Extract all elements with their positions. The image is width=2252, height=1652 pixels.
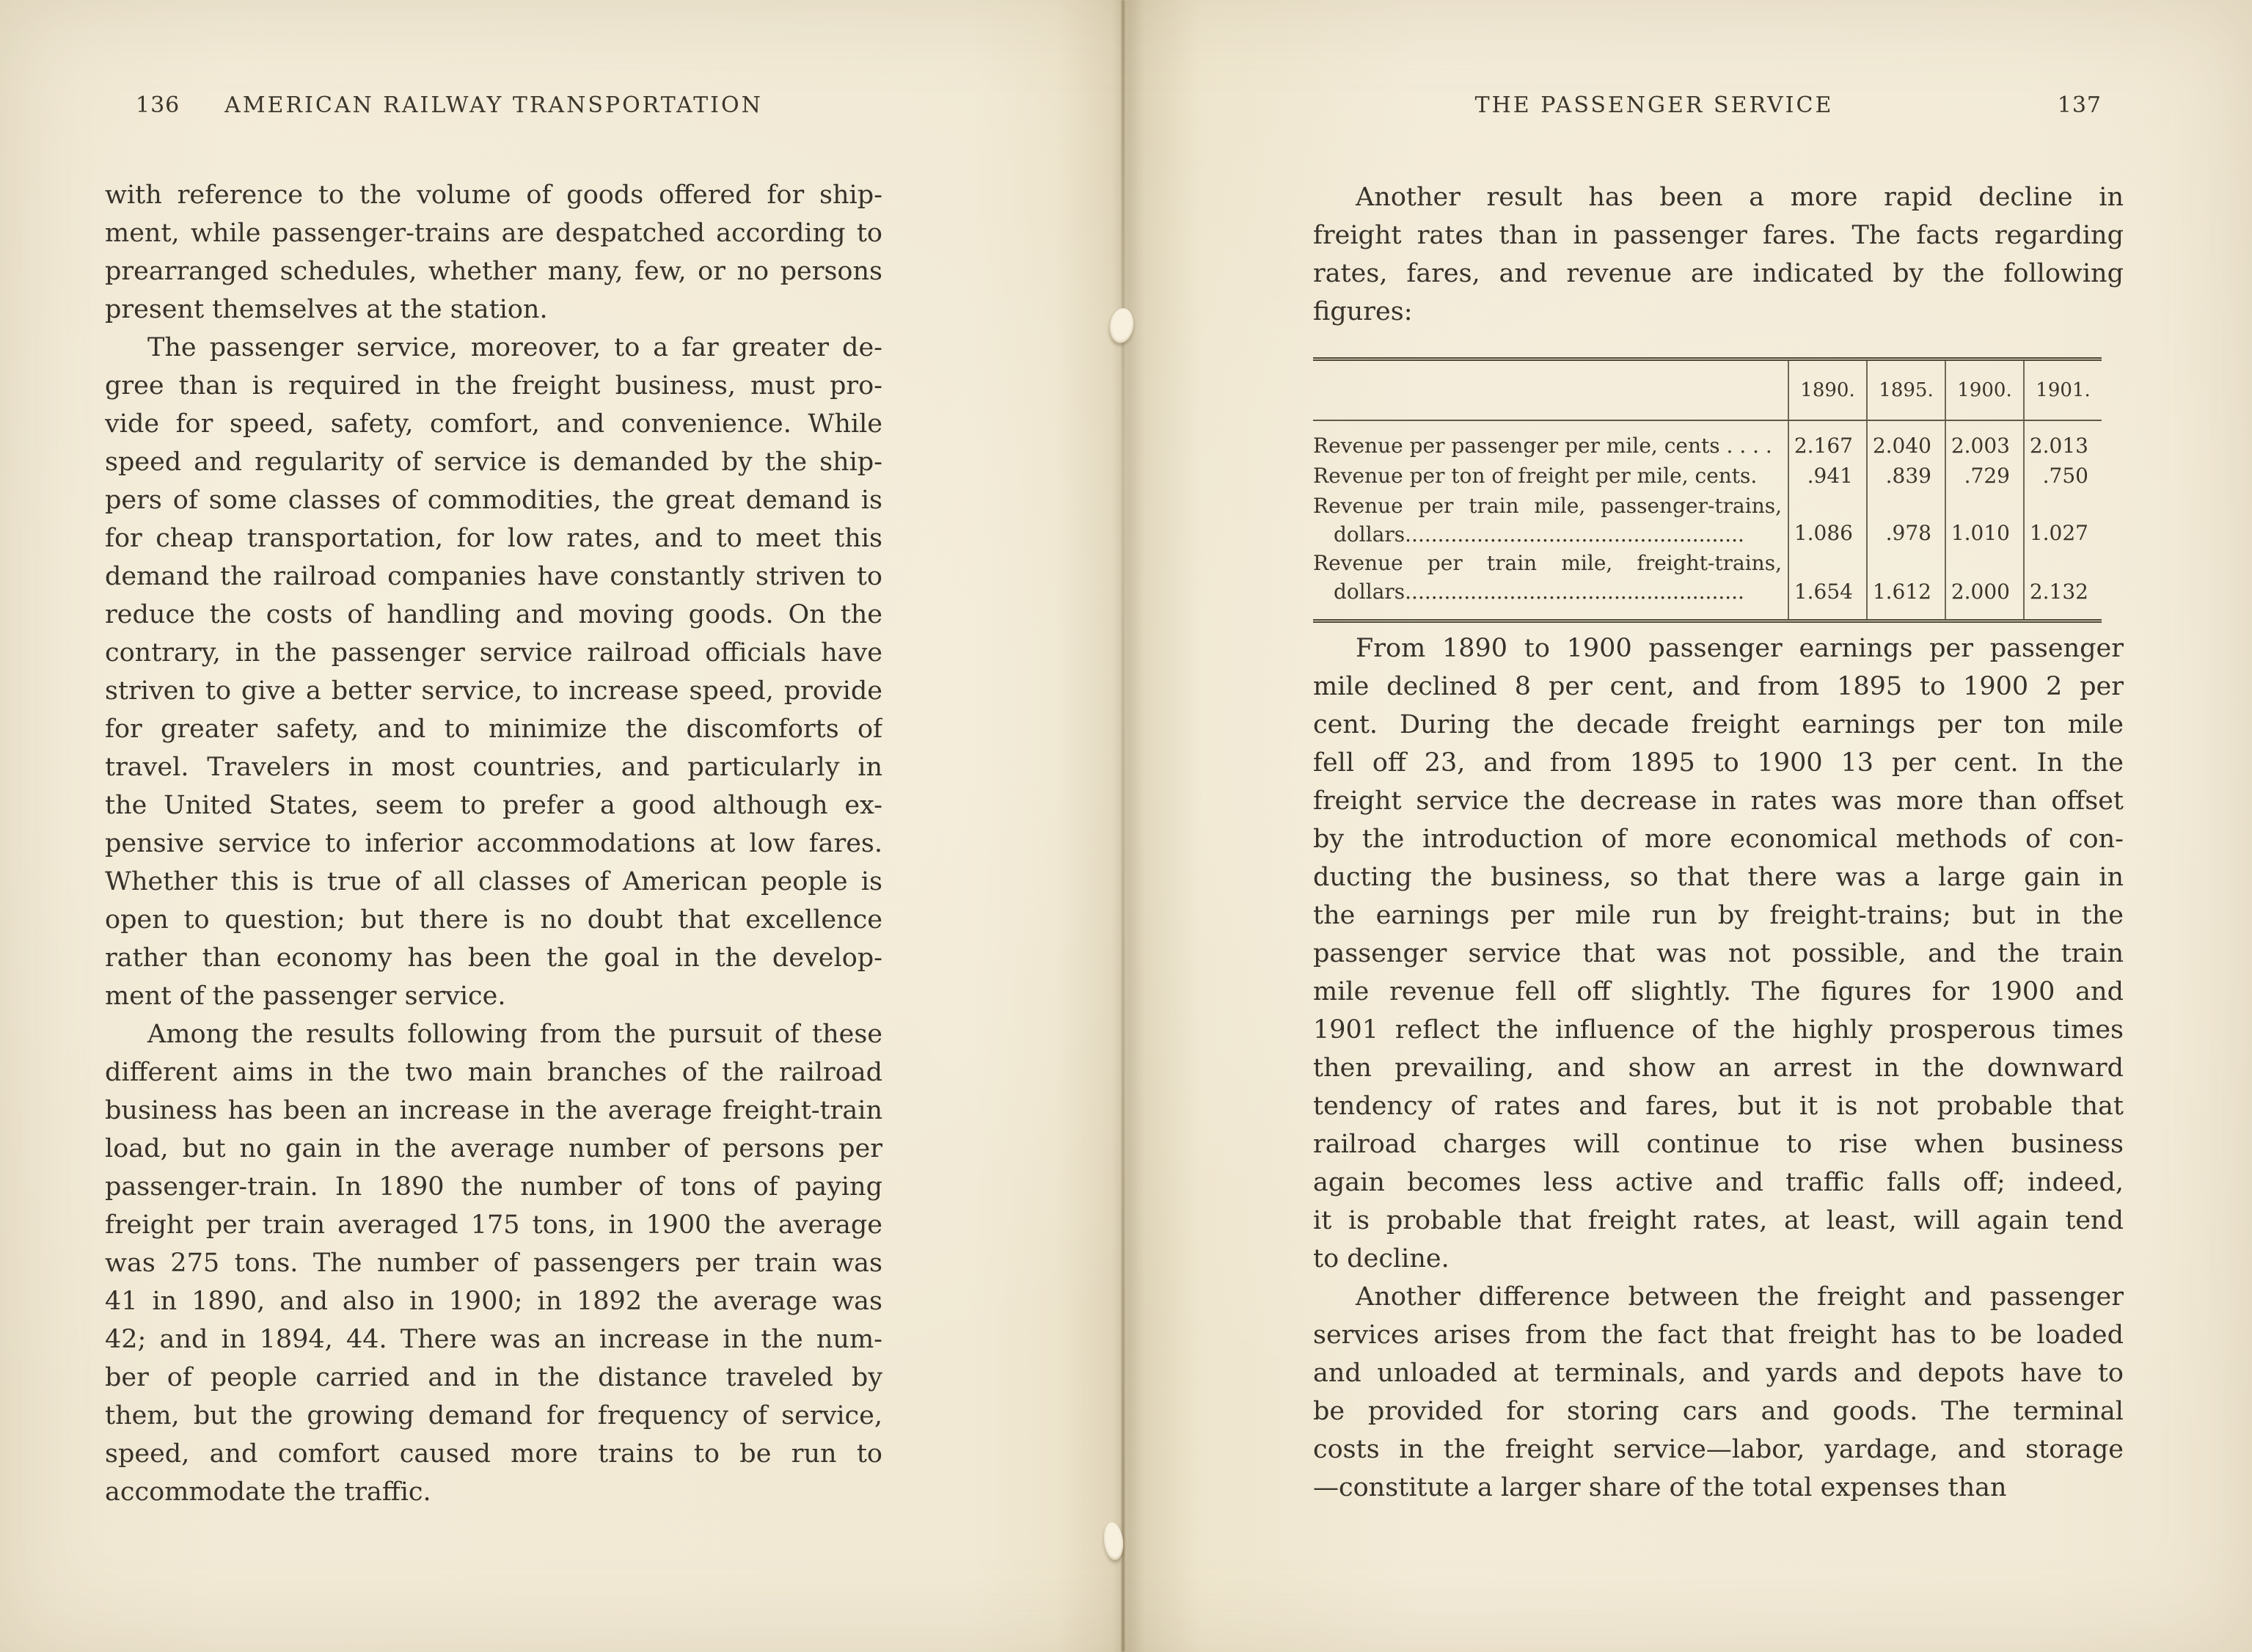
text-line: the earnings per mile run by freight-trains; but in the bbox=[1313, 901, 2124, 930]
text-line: 41 in 1890, and also in 1900; in 1892 the average was bbox=[105, 1287, 882, 1316]
text-line: business has been an increase in the average freight-train bbox=[105, 1096, 882, 1125]
cell-value: .978 bbox=[1866, 491, 1945, 549]
text-line: speed, and comfort caused more trains to be run to bbox=[105, 1439, 882, 1469]
book-gutter bbox=[1056, 0, 1203, 1652]
cell-value: .750 bbox=[2023, 461, 2102, 491]
cell-value: 2.167 bbox=[1788, 421, 1866, 461]
cell-value: 2.132 bbox=[2023, 549, 2102, 619]
right-text-column-top bbox=[1313, 178, 2124, 331]
text-line: be provided for storing cars and goods. The terminal bbox=[1313, 1397, 2124, 1426]
text-line: freight service the decrease in rates was more than offset bbox=[1313, 786, 2124, 816]
paragraph bbox=[1313, 178, 2124, 331]
text-line: then prevailing, and show an arrest in the downward bbox=[1313, 1053, 2124, 1083]
text-line: cent. During the decade freight earnings per ton mile bbox=[1313, 710, 2124, 739]
revenue-table bbox=[1313, 357, 2102, 623]
text-line: speed and regularity of service is demanded by the ship- bbox=[105, 447, 882, 477]
table-header-row bbox=[1313, 361, 2102, 421]
text-line: mile declined 8 per cent, and from 1895 to 1900 2 per bbox=[1313, 672, 2124, 701]
text-line: Another result has been a more rapid decline in bbox=[1356, 183, 2124, 212]
text-line: ment, while passenger-trains are despatched according to bbox=[105, 219, 882, 248]
text-line: rates, fares, and revenue are indicated by the following bbox=[1313, 259, 2124, 288]
text-line: dollars.................................................... bbox=[1313, 522, 1744, 547]
right-text-column-bottom bbox=[1313, 629, 2124, 1507]
left-page-header bbox=[105, 92, 882, 126]
text-line: striven to give a better service, to increase speed, provide bbox=[105, 676, 882, 706]
text-line: mile revenue fell off slightly. The figures for 1900 and bbox=[1313, 977, 2124, 1006]
text-line: figures: bbox=[1313, 297, 1413, 326]
cell-value: 2.040 bbox=[1866, 421, 1945, 461]
left-page-number: 136 bbox=[136, 92, 180, 118]
text-line: The passenger service, moreover, to a far greater de- bbox=[147, 333, 882, 362]
text-line: demand the railroad companies have constantly striven to bbox=[105, 562, 882, 591]
text-line: Whether this is true of all classes of American people is bbox=[105, 867, 882, 896]
text-line: passenger service that was not possible, and the train bbox=[1313, 939, 2124, 968]
table-row bbox=[1313, 549, 2102, 619]
text-line: Among the results following from the pursuit of these bbox=[147, 1020, 882, 1049]
cell-value: 2.003 bbox=[1945, 421, 2023, 461]
text-line: dollars.................................................... bbox=[1313, 580, 1744, 604]
right-page-header bbox=[1313, 92, 2124, 126]
text-line: passenger-train. In 1890 the number of tons of paying bbox=[105, 1172, 882, 1202]
paragraph bbox=[105, 1015, 882, 1511]
text-line: costs in the freight service—labor, yardage, and storage bbox=[1313, 1435, 2124, 1464]
cell-value: .839 bbox=[1866, 461, 1945, 491]
cell-value: .729 bbox=[1945, 461, 2023, 491]
text-line: From 1890 to 1900 passenger earnings per passenger bbox=[1356, 634, 2124, 663]
text-line: gree than is required in the freight business, must pro- bbox=[105, 371, 882, 401]
text-line: ber of people carried and in the distance traveled by bbox=[105, 1363, 882, 1392]
text-line: for greater safety, and to minimize the discomforts of bbox=[105, 714, 882, 744]
text-line: open to question; but there is no doubt that excellence bbox=[105, 905, 882, 935]
text-line: pers of some classes of commodities, the great demand is bbox=[105, 486, 882, 515]
text-line: rather than economy has been the goal in the develop- bbox=[105, 943, 882, 973]
text-line: load, but no gain in the average number of persons per bbox=[105, 1134, 882, 1163]
text-line: 42; and in 1894, 44. There was an increase in the num- bbox=[105, 1325, 882, 1354]
text-line: the United States, seem to prefer a good although ex- bbox=[105, 791, 882, 820]
paragraph bbox=[1313, 629, 2124, 1278]
row-label bbox=[1313, 421, 1788, 461]
cell-value: 2.000 bbox=[1945, 549, 2023, 619]
cell-value: 1.086 bbox=[1788, 491, 1866, 549]
text-line: —constitute a larger share of the total expenses than bbox=[1313, 1473, 2007, 1502]
text-line: them, but the growing demand for frequency of service, bbox=[105, 1401, 882, 1430]
left-text-column bbox=[105, 176, 882, 1511]
text-line: to decline. bbox=[1313, 1244, 1449, 1273]
text-line: Revenue per ton of freight per mile, cents. bbox=[1313, 464, 1758, 488]
cell-value: 1.027 bbox=[2023, 491, 2102, 549]
text-line: freight rates than in passenger fares. The facts regarding bbox=[1313, 221, 2124, 250]
text-line: freight per train averaged 175 tons, in 1900 the average bbox=[105, 1210, 882, 1240]
text-line: travel. Travelers in most countries, and particularly in bbox=[105, 753, 882, 782]
text-line: contrary, in the passenger service railroad officials have bbox=[105, 638, 882, 668]
table-row bbox=[1313, 491, 2102, 549]
text-line: again becomes less active and traffic falls off; indeed, bbox=[1313, 1168, 2124, 1197]
right-running-head: THE PASSENGER SERVICE bbox=[1474, 92, 1834, 118]
text-line: tendency of rates and fares, but it is not probable that bbox=[1313, 1092, 2124, 1121]
text-line: accommodate the traffic. bbox=[105, 1477, 431, 1507]
text-line: reduce the costs of handling and moving goods. On the bbox=[105, 600, 882, 629]
table-header-spacer bbox=[1313, 361, 1788, 420]
cell-value: .941 bbox=[1788, 461, 1866, 491]
year-header: 1895. bbox=[1866, 361, 1945, 420]
cell-value: 2.013 bbox=[2023, 421, 2102, 461]
row-label bbox=[1313, 461, 1788, 491]
paragraph bbox=[1313, 1278, 2124, 1507]
text-line: with reference to the volume of goods offered for ship- bbox=[105, 180, 882, 210]
text-line: pensive service to inferior accommodations at low fares. bbox=[105, 829, 882, 858]
text-line: by the introduction of more economical methods of con- bbox=[1313, 825, 2124, 854]
cell-value: 1.010 bbox=[1945, 491, 2023, 549]
text-line: prearranged schedules, whether many, few, or no persons bbox=[105, 257, 882, 286]
row-label bbox=[1313, 491, 1788, 549]
text-line: Revenue per passenger per mile, cents . . . . bbox=[1313, 434, 1772, 458]
text-line: services arises from the fact that freight has to be loaded bbox=[1313, 1320, 2124, 1350]
cell-value: 1.612 bbox=[1866, 549, 1945, 619]
paragraph bbox=[105, 329, 882, 1015]
text-line: ment of the passenger service. bbox=[105, 982, 506, 1011]
row-label bbox=[1313, 549, 1788, 619]
text-line: was 275 tons. The number of passengers per train was bbox=[105, 1249, 882, 1278]
text-line: vide for speed, safety, comfort, and convenience. While bbox=[105, 409, 882, 439]
text-line: Revenue per train mile, passenger-trains, bbox=[1313, 494, 1782, 518]
year-header: 1900. bbox=[1945, 361, 2023, 420]
text-line: fell off 23, and from 1895 to 1900 13 per cent. In the bbox=[1313, 748, 2124, 778]
table-row bbox=[1313, 461, 2102, 491]
left-running-head: AMERICAN RAILWAY TRANSPORTATION bbox=[224, 92, 763, 118]
text-line: railroad charges will continue to rise when business bbox=[1313, 1130, 2124, 1159]
text-line: ducting the business, so that there was a large gain in bbox=[1313, 863, 2124, 892]
year-header: 1890. bbox=[1788, 361, 1866, 420]
text-line: Another difference between the freight and passenger bbox=[1356, 1282, 2124, 1312]
table-row bbox=[1313, 421, 2102, 461]
right-page-number: 137 bbox=[2057, 92, 2102, 118]
text-line: present themselves at the station. bbox=[105, 295, 548, 324]
year-header: 1901. bbox=[2023, 361, 2102, 420]
paragraph bbox=[105, 176, 882, 329]
text-line: for cheap transportation, for low rates, and to meet this bbox=[105, 524, 882, 553]
text-line: 1901 reflect the influence of the highly prosperous times bbox=[1313, 1015, 2124, 1045]
text-line: and unloaded at terminals, and yards and depots have to bbox=[1313, 1359, 2124, 1388]
gutter-crease bbox=[1122, 0, 1125, 1652]
text-line: different aims in the two main branches of the railroad bbox=[105, 1058, 882, 1087]
cell-value: 1.654 bbox=[1788, 549, 1866, 619]
text-line: it is probable that freight rates, at least, will again tend bbox=[1313, 1206, 2124, 1235]
text-line: Revenue per train mile, freight-trains, bbox=[1313, 551, 1782, 575]
